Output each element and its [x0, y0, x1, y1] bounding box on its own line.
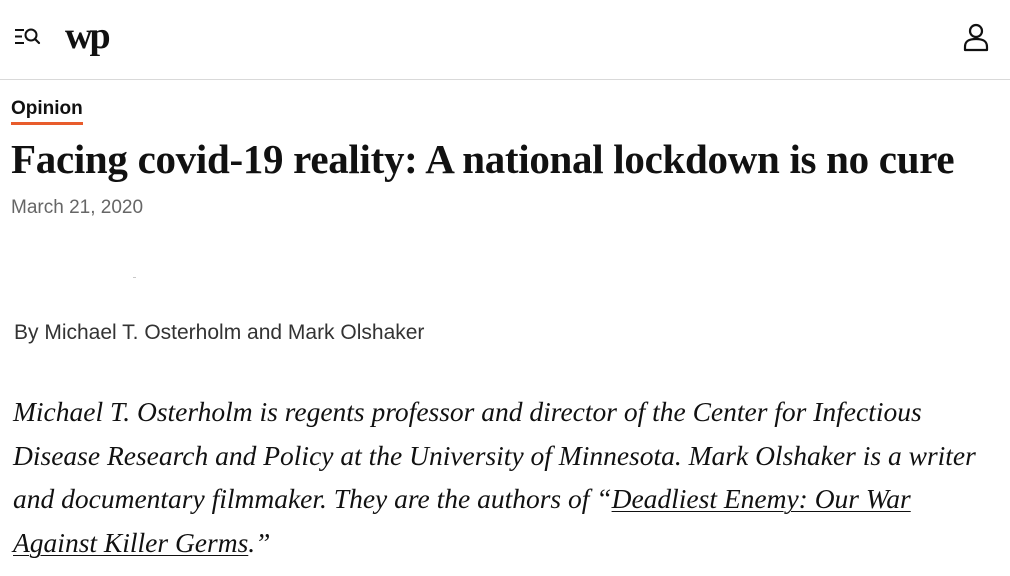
author-bio — [13, 390, 998, 564]
book-title-link[interactable]: Deadliest Enemy: Our War Against Killer Germs — [13, 483, 911, 558]
menu-search-icon — [12, 22, 42, 52]
menu-search-button[interactable] — [12, 22, 42, 52]
author-byline: By Michael T. Osterholm and Mark Olshaker — [14, 321, 425, 344]
account-button[interactable] — [960, 20, 992, 54]
washington-post-logo[interactable] — [64, 14, 114, 60]
top-navigation-bar — [0, 0, 1010, 80]
publish-date: March 21, 2020 — [11, 197, 144, 218]
section-kicker-opinion[interactable]: Opinion — [11, 96, 83, 125]
user-icon — [960, 20, 992, 54]
author-bio-text: Michael T. Osterholm is regents professor and director of the Center for Infectious Disease Research and Policy at the University of Minnesota. Mark Olshaker is a writer and documentary filmmaker. They are the authors of “ — [13, 396, 976, 514]
divider-mark — [133, 277, 136, 278]
logo-text: wp — [65, 15, 108, 57]
author-bio-end: .” — [248, 526, 271, 558]
article-headline: Facing covid-19 reality: A national lockdown is no cure — [11, 136, 955, 182]
